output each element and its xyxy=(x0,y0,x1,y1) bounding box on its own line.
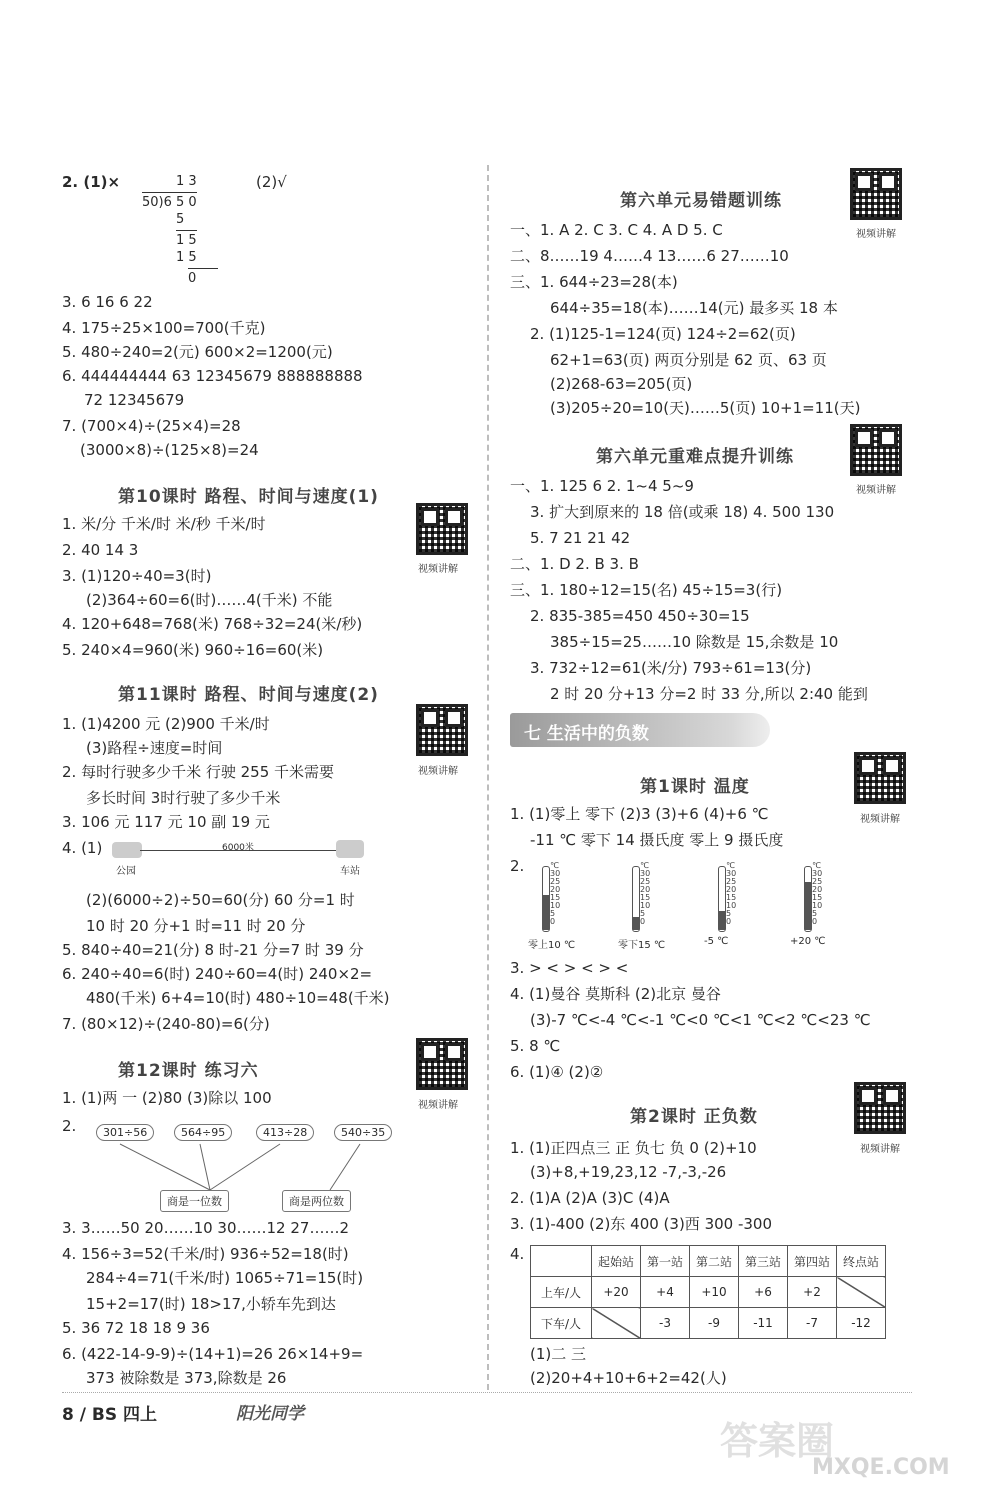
table-cell: +4 xyxy=(641,1277,690,1308)
l1-6: 6. (1)④ (2)② xyxy=(510,1063,604,1081)
err-3c: 2. (1)125-1=124(页) 124÷2=62(页) xyxy=(530,325,796,343)
thermometer-scale: ℃ 30 25 20 15 10 5 0 xyxy=(812,861,823,926)
brand-logo: 阳光同学 xyxy=(236,1404,304,1424)
thermometer-scale: ℃ 30 25 20 15 10 5 0 xyxy=(640,861,651,926)
unit-banner xyxy=(510,713,770,747)
l2-2: 2. (1)A (2)A (3)C (4)A xyxy=(510,1189,670,1207)
lesson1-title: 第1课时 温度 xyxy=(640,777,750,797)
l10-2: 2. 40 14 3 xyxy=(62,541,139,559)
qr-code-icon[interactable] xyxy=(850,424,902,476)
qr-label: 视频讲解 xyxy=(418,1100,458,1111)
div-step2: 1 5 xyxy=(176,230,197,251)
passenger-table xyxy=(530,1245,886,1339)
footer-rule xyxy=(62,1392,912,1393)
thermometer-icon xyxy=(792,862,838,934)
l12-1: 1. (1)两 一 (2)80 (3)除以 100 xyxy=(62,1089,272,1107)
table-cell: 上车/人 xyxy=(531,1277,592,1308)
unit-title: 七 生活中的负数 xyxy=(524,724,649,744)
key-6: 2. 835-385=450 450÷30=15 xyxy=(530,607,750,625)
thermometer-label: 零下15 ℃ xyxy=(618,940,666,951)
l12-4c: 15+2=17(时) 18>17,小轿车先到达 xyxy=(86,1295,336,1313)
l2-3: 3. (1)-400 (2)东 400 (3)西 300 -300 xyxy=(510,1215,773,1233)
table-cell: +2 xyxy=(788,1277,837,1308)
qr-code-icon[interactable] xyxy=(416,1038,468,1090)
l11-1: 1. (1)4200 元 (2)900 千米/时 xyxy=(62,715,270,733)
table-header: 第一站 xyxy=(641,1246,690,1277)
thermometer-icon xyxy=(530,862,576,934)
column-divider xyxy=(487,165,489,1390)
l12-5: 5. 36 72 18 18 9 36 xyxy=(62,1319,210,1337)
box-two-digit: 商是两位数 xyxy=(282,1190,351,1212)
table-header xyxy=(531,1246,592,1277)
q2-b: (2)√ xyxy=(256,173,287,191)
div-remainder: 0 xyxy=(188,268,218,289)
qr-label: 视频讲解 xyxy=(418,564,458,575)
l2-1b: (3)+8,+19,23,12 -7,-3,-26 xyxy=(530,1163,727,1181)
table-cell: -7 xyxy=(788,1308,837,1339)
table-header: 起始站 xyxy=(592,1246,641,1277)
table-header: 第二站 xyxy=(690,1246,739,1277)
l11-2b: 多长时间 3时行驶了多少千米 xyxy=(86,789,281,807)
l2-4a: (1)二 三 xyxy=(530,1345,587,1363)
l1-2: 2. xyxy=(510,857,525,875)
l2-4: 4. xyxy=(510,1245,525,1263)
thermometer-label: +20 ℃ xyxy=(790,936,826,947)
table-cell: -3 xyxy=(641,1308,690,1339)
table-header: 第四站 xyxy=(788,1246,837,1277)
key-2: 3. 扩大到原来的 18 倍(或乘 18) 4. 500 130 xyxy=(530,503,835,521)
park-icon xyxy=(112,842,142,858)
thermometer-fill xyxy=(805,882,811,930)
l12-6b: 373 被除数是 373,除数是 26 xyxy=(86,1369,287,1387)
qr-label: 视频讲解 xyxy=(418,766,458,777)
qr-code-icon[interactable] xyxy=(850,168,902,220)
err-3f: (3)205÷20=10(天)……5(页) 10+1=11(天) xyxy=(550,399,861,417)
l11-4: 4. (1) xyxy=(62,839,103,857)
err-3e: (2)268-63=205(页) xyxy=(550,375,693,393)
l12-4: 4. 156÷3=52(千米/时) 936÷52=18(时) xyxy=(62,1245,349,1263)
l12-4b: 284÷4=71(千米/时) 1065÷71=15(时) xyxy=(86,1269,364,1287)
station-icon xyxy=(336,840,364,858)
l1-5: 5. 8 ℃ xyxy=(510,1037,561,1055)
q5: 5. 480÷240=2(元) 600×2=1200(元) xyxy=(62,343,333,361)
qr-code-icon[interactable] xyxy=(416,704,468,756)
l12-2: 2. xyxy=(62,1117,77,1135)
key-7: 385÷15=25……10 除数是 15,余数是 10 xyxy=(550,633,839,651)
q6b: 72 12345679 xyxy=(84,391,185,409)
error-training-title: 第六单元易错题训练 xyxy=(620,191,782,211)
thermometer-label: 零上10 ℃ xyxy=(528,940,576,951)
box-one-digit: 商是一位数 xyxy=(160,1190,229,1212)
l10-4: 4. 120+648=768(米) 768÷32=24(米/秒) xyxy=(62,615,363,633)
table-cell: +10 xyxy=(690,1277,739,1308)
table-cell: -9 xyxy=(690,1308,739,1339)
page-footer: 8 / BS 四上 xyxy=(62,1405,157,1425)
table-cell: -11 xyxy=(739,1308,788,1339)
key-3: 5. 7 21 21 42 xyxy=(530,529,631,547)
l11-2: 2. 每时行驶多少千米 行驶 255 千米需要 xyxy=(62,763,335,781)
l1-1b: -11 ℃ 零下 14 摄氏度 零上 9 摄氏度 xyxy=(530,831,784,849)
l1-4b: (3)-7 ℃<-4 ℃<-1 ℃<0 ℃<1 ℃<2 ℃<23 ℃ xyxy=(530,1011,871,1029)
l11-4b: (2)(6000÷2)÷50=60(分) 60 分=1 时 xyxy=(86,891,355,909)
div-step3: 1 5 xyxy=(176,250,197,265)
table-row xyxy=(531,1277,886,1308)
l2-1: 1. (1)正四点三 正 负七 负 0 (2)+10 xyxy=(510,1139,757,1157)
l11-6: 6. 240÷40=6(时) 240÷60=4(时) 240×2= xyxy=(62,965,373,983)
qr-label: 视频讲解 xyxy=(856,229,896,240)
table-cell-slash xyxy=(837,1277,886,1308)
table-header: 终点站 xyxy=(837,1246,886,1277)
route-end-label: 车站 xyxy=(340,866,360,877)
qr-code-icon[interactable] xyxy=(416,503,468,555)
l12-3: 3. 3……50 20……10 30……12 27……2 xyxy=(62,1219,349,1237)
thermometer-scale: ℃ 30 25 20 15 10 5 0 xyxy=(550,861,561,926)
qr-code-icon[interactable] xyxy=(854,1082,906,1134)
err-1: 一、1. A 2. C 3. C 4. A D 5. C xyxy=(510,221,723,239)
div-dividend: 50)6 5 0 xyxy=(142,192,197,213)
l1-3: 3. > < > < > < xyxy=(510,959,629,977)
key-8: 3. 732÷12=61(米/分) 793÷61=13(分) xyxy=(530,659,812,677)
q7a: 7. (700×4)÷(25×4)=28 xyxy=(62,417,241,435)
q2-label: 2. (1)× xyxy=(62,173,121,191)
lesson12-title: 第12课时 练习六 xyxy=(118,1061,259,1081)
thermometer-fill xyxy=(719,911,725,930)
qr-label: 视频讲解 xyxy=(856,485,896,496)
table-cell: +20 xyxy=(592,1277,641,1308)
l11-5: 5. 840÷40=21(分) 8 时-21 分=7 时 39 分 xyxy=(62,941,364,959)
thermometer-label: -5 ℃ xyxy=(704,936,729,947)
qr-label: 视频讲解 xyxy=(860,1144,900,1155)
key-4: 二、1. D 2. B 3. B xyxy=(510,555,639,573)
table-cell-slash xyxy=(592,1308,641,1339)
l10-3: 3. (1)120÷40=3(时) xyxy=(62,567,212,585)
qr-code-icon[interactable] xyxy=(854,752,906,804)
table-cell: 下车/人 xyxy=(531,1308,592,1339)
div-step1: 5 xyxy=(176,212,185,227)
l11-6b: 480(千米) 6+4=10(时) 480÷10=48(千米) xyxy=(86,989,390,1007)
lesson2-title: 第2课时 正负数 xyxy=(630,1107,758,1127)
thermometer-scale: ℃ 30 25 20 15 10 5 0 xyxy=(726,861,737,926)
route-start-label: 公园 xyxy=(116,866,136,877)
err-3d: 62+1=63(页) 两页分别是 62 页、63 页 xyxy=(550,351,827,369)
l11-3: 3. 106 元 117 元 10 副 19 元 xyxy=(62,813,270,831)
table-header: 第三站 xyxy=(739,1246,788,1277)
l10-5: 5. 240×4=960(米) 960÷16=60(米) xyxy=(62,641,324,659)
lesson11-title: 第11课时 路程、时间与速度(2) xyxy=(118,685,379,705)
oval-expr: 301÷56 xyxy=(96,1124,154,1141)
thermometer-icon xyxy=(706,862,752,934)
qr-label: 视频讲解 xyxy=(860,814,900,825)
table-cell: +6 xyxy=(739,1277,788,1308)
matching-lines xyxy=(90,1142,410,1194)
l10-3b: (2)364÷60=6(时)……4(千米) 不能 xyxy=(86,591,333,609)
l2-4b: (2)20+4+10+6+2=42(人) xyxy=(530,1369,727,1387)
key-training-title: 第六单元重难点提升训练 xyxy=(596,447,794,467)
q6a: 6. 444444444 63 12345679 888888888 xyxy=(62,367,363,385)
oval-expr: 564÷95 xyxy=(174,1124,232,1141)
thermometer-icon xyxy=(620,862,666,934)
table-header-row xyxy=(531,1246,886,1277)
l10-1: 1. 米/分 千米/时 米/秒 千米/时 xyxy=(62,515,266,533)
watermark-logo: 答案圈 xyxy=(720,1419,835,1463)
watermark-url: MXQE.COM xyxy=(812,1455,950,1480)
key-1: 一、1. 125 6 2. 1~4 5~9 xyxy=(510,477,694,495)
table-row xyxy=(531,1308,886,1339)
thermometer-fill xyxy=(633,917,639,930)
key-9: 2 时 20 分+13 分=2 时 33 分,所以 2:40 能到 xyxy=(550,685,868,703)
l1-4: 4. (1)曼谷 莫斯科 (2)北京 曼谷 xyxy=(510,985,721,1003)
err-3b: 644÷35=18(本)……14(元) 最多买 18 本 xyxy=(550,299,838,317)
l11-1b: (3)路程÷速度=时间 xyxy=(86,739,223,757)
l1-1: 1. (1)零上 零下 (2)3 (3)+6 (4)+6 ℃ xyxy=(510,805,769,823)
route-distance: 6000米 xyxy=(222,843,254,853)
lesson10-title: 第10课时 路程、时间与速度(1) xyxy=(118,487,379,507)
oval-expr: 413÷28 xyxy=(256,1124,314,1141)
q3: 3. 6 16 6 22 xyxy=(62,293,153,311)
l11-7: 7. (80×12)÷(240-80)=6(分) xyxy=(62,1015,270,1033)
err-2: 二、8……19 4……4 13……6 27……10 xyxy=(510,247,789,265)
l11-4c: 10 时 20 分+1 时=11 时 20 分 xyxy=(86,917,306,935)
l12-6: 6. (422-14-9-9)÷(14+1)=26 26×14+9= xyxy=(62,1345,364,1363)
q7b: (3000×8)÷(125×8)=24 xyxy=(80,441,259,459)
q4: 4. 175÷25×100=700(千克) xyxy=(62,319,266,337)
table-cell: -12 xyxy=(837,1308,886,1339)
oval-expr: 540÷35 xyxy=(334,1124,392,1141)
err-3: 三、1. 644÷23=28(本) xyxy=(510,273,678,291)
key-5: 三、1. 180÷12=15(名) 45÷15=3(行) xyxy=(510,581,783,599)
div-quotient: 1 3 xyxy=(176,174,197,189)
thermometer-fill xyxy=(543,895,549,930)
